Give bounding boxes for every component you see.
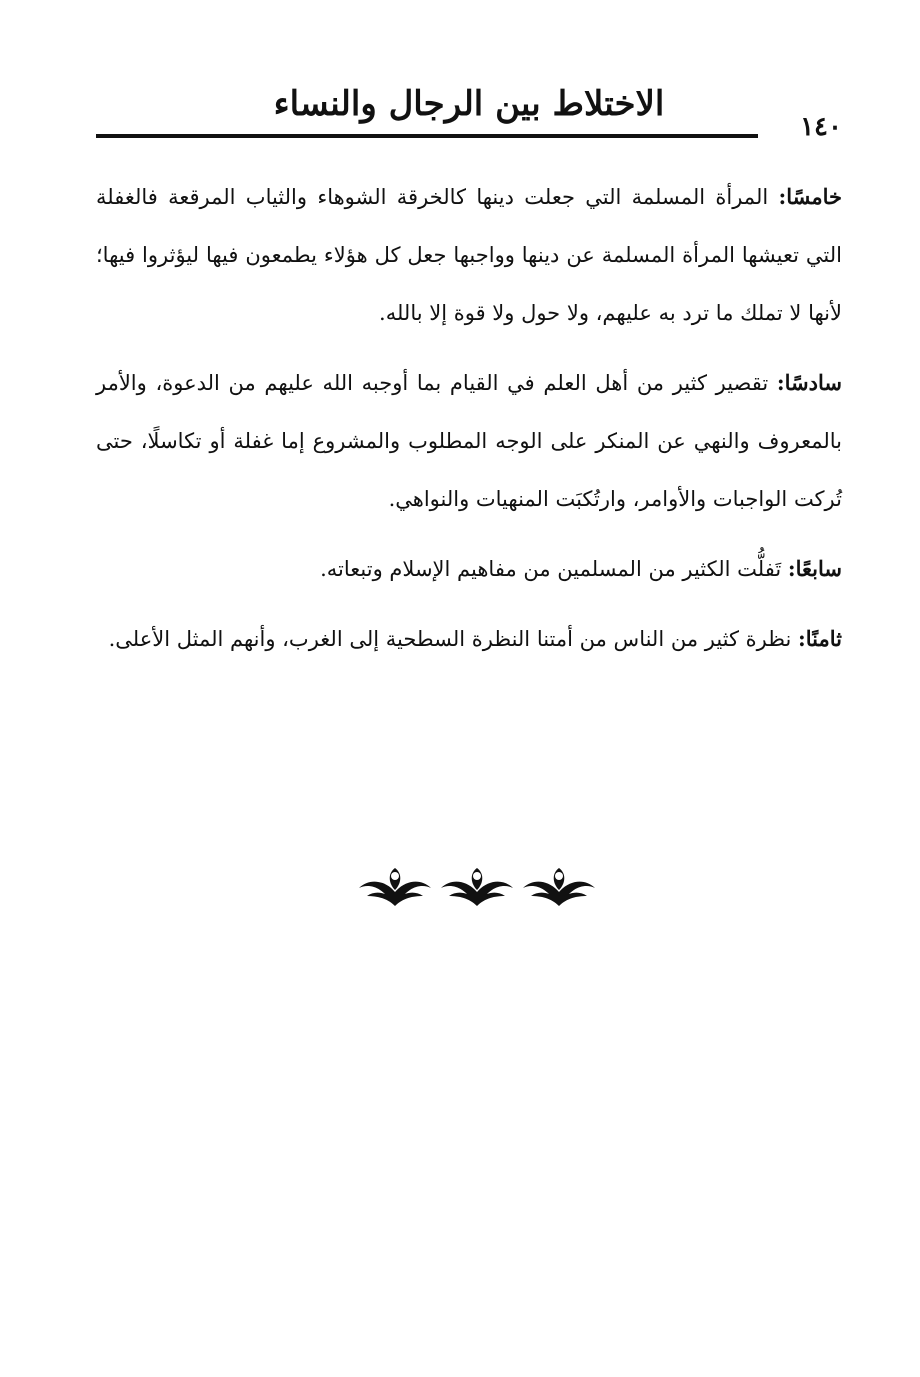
floral-ornament-icon bbox=[355, 862, 600, 910]
paragraph-text: نظرة كثير من الناس من أمتنا النظرة السطحية إلى الغرب، وأنهم المثل الأعلى. bbox=[108, 627, 799, 651]
paragraph-text: المرأة المسلمة التي جعلت دينها كالخرقة الشوهاء والثياب المرقعة فالغفلة التي تعيشها المرأة المسلمة عن دينها وواجبها جعل كل هؤلاء يطمعون فيها ليؤثروا فيها؛ لأنها لا تملك ما ترد به عليهم، ولا حول ولا قوة إلا بالله. bbox=[96, 185, 842, 325]
header-rule bbox=[96, 134, 758, 138]
paragraph-fifth bbox=[96, 168, 842, 342]
paragraph-lead: ثامنًا: bbox=[798, 626, 842, 651]
page-body bbox=[96, 168, 842, 680]
paragraph-eighth bbox=[96, 610, 842, 668]
paragraph-lead: سابعًا: bbox=[787, 556, 842, 581]
paragraph-text: تقصير كثير من أهل العلم في القيام بما أوجبه الله عليهم من الدعوة، والأمر بالمعروف والنهي عن المنكر على الوجه المطلوب والمشروع إما غفلة أو تكاسلًا، حتى تُركت الواجبات والأوامر، وارتُكبَت المنهيات والنواهي. bbox=[96, 371, 842, 511]
paragraph-seventh bbox=[96, 540, 842, 598]
page-header bbox=[96, 84, 842, 148]
ornament-flower-icon bbox=[359, 868, 431, 906]
ornament-flower-icon bbox=[441, 868, 513, 906]
running-title: الاختلاط بين الرجال والنساء bbox=[273, 84, 665, 124]
paragraph-lead: سادسًا: bbox=[776, 370, 842, 395]
paragraph-sixth bbox=[96, 354, 842, 528]
ornament-flower-icon bbox=[523, 868, 595, 906]
paragraph-lead: خامسًا: bbox=[778, 184, 842, 209]
paragraph-text: تَفلُّت الكثير من المسلمين من مفاهيم الإسلام وتبعاته. bbox=[320, 557, 788, 581]
page-number: ١٤٠ bbox=[800, 112, 842, 142]
